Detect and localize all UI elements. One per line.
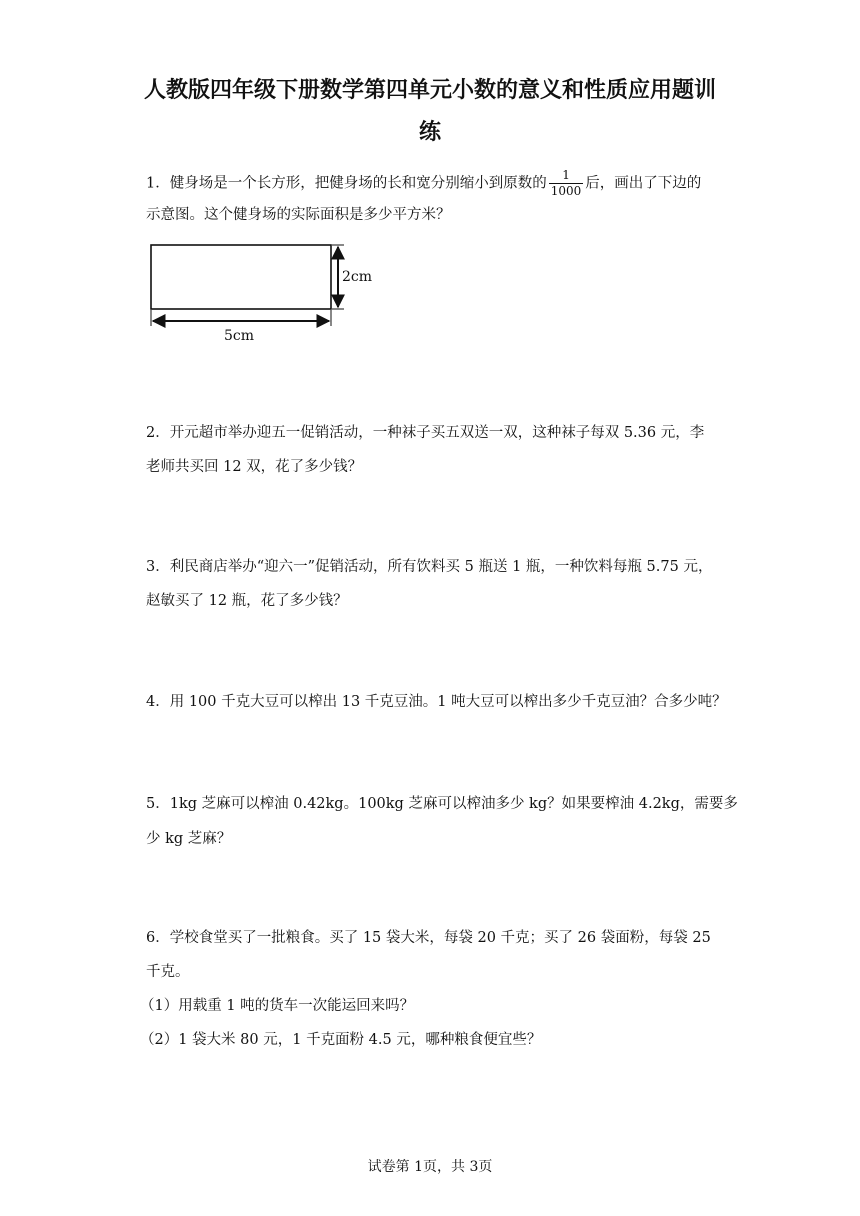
- page-footer: 试卷第 1页，共 3页: [367, 1159, 493, 1175]
- worksheet-title-line-2: 练: [418, 120, 441, 145]
- question-5-line-1: 5．1kg 芝麻可以榨油 0.42kg。100kg 芝麻可以榨油多少 kg？如果要榨油 4.2kg，需要多: [146, 796, 738, 812]
- question-5-line-2: 少 kg 芝麻？: [146, 831, 232, 847]
- fraction-numerator: 1: [562, 168, 570, 182]
- worksheet-title-line-1: 人教版四年级下册数学第四单元小数的意义和性质应用题训: [143, 78, 716, 103]
- question-3-line-2: 赵敏买了 12 瓶，花了多少钱？: [146, 593, 348, 609]
- rectangle-diagram-svg: [146, 240, 386, 350]
- rectangle-diagram: [146, 240, 386, 354]
- question-1-line-2: 示意图。这个健身场的实际面积是多少平方米？: [146, 207, 451, 223]
- question-2-line-1: 2．开元超市举办迎五一促销活动，一种袜子买五双送一双，这种袜子每双 5.36 元，李: [146, 425, 705, 441]
- fraction-denominator: 1000: [550, 184, 582, 198]
- fraction-one-thousandth: [549, 168, 584, 199]
- rectangle-shape: [151, 245, 331, 309]
- question-6-subquestion-2: （2）1 袋大米 80 元，1 千克面粉 4.5 元，哪种粮食便宜些？: [140, 1032, 542, 1048]
- height-label: 2cm: [342, 269, 373, 285]
- question-6-subquestion-1: （1）用载重 1 吨的货车一次能运回来吗？: [140, 998, 415, 1014]
- width-label: 5cm: [224, 328, 255, 344]
- question-1-text-after-fraction: 后，画出了下边的: [585, 175, 702, 192]
- question-4-line-1: 4．用 100 千克大豆可以榨出 13 千克豆油。1 吨大豆可以榨出多少千克豆油？合多少吨？: [146, 694, 727, 710]
- question-2-line-2: 老师共买回 12 双，花了多少钱？: [146, 459, 363, 475]
- question-6-line-1: 6．学校食堂买了一批粮食。买了 15 袋大米，每袋 20 千克；买了 26 袋面粉，每袋 25: [146, 930, 711, 946]
- question-6-line-2: 千克。: [146, 964, 190, 980]
- question-3-line-1: 3．利民商店举办“迎六一”促销活动，所有饮料买 5 瓶送 1 瓶，一种饮料每瓶 5.75 元，: [146, 559, 713, 575]
- question-1-text-before-fraction: 1．健身场是一个长方形，把健身场的长和宽分别缩小到原数的: [146, 175, 547, 192]
- question-1-line-1: [146, 168, 701, 199]
